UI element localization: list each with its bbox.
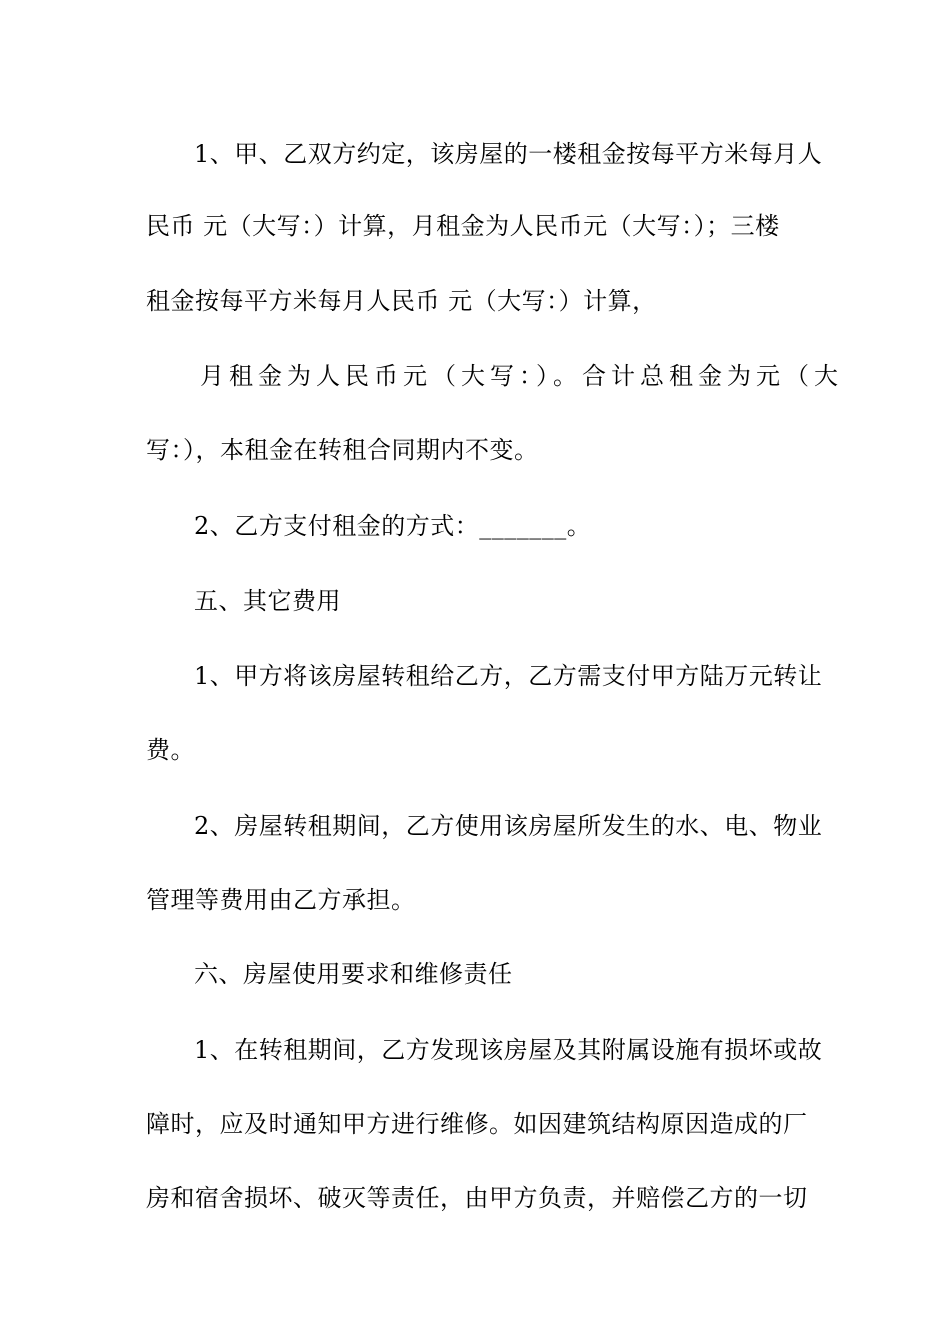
paragraph-line: 管理等费用由乙方承担。 [146,886,416,914]
paragraph-line: 2、乙方支付租金的方式：_______。 [194,512,592,540]
paragraph-line: 1、在转租期间，乙方发现该房屋及其附属设施有损坏或故 [194,1036,823,1064]
section-heading: 五、其它费用 [194,587,341,615]
section-heading: 六、房屋使用要求和维修责任 [194,960,513,988]
paragraph-line: 1、甲方将该房屋转租给乙方，乙方需支付甲方陆万元转让 [194,662,823,690]
paragraph-line: 写：），本租金在转租合同期内不变。 [146,436,539,464]
paragraph-line: 1、甲、乙双方约定，该房屋的一楼租金按每平方米每月人 [194,140,823,168]
paragraph-line: 房和宿舍损坏、破灭等责任，由甲方负责，并赔偿乙方的一切 [146,1184,808,1212]
paragraph-line: 2、房屋转租期间，乙方使用该房屋所发生的水、电、物业 [194,812,823,840]
paragraph-line: 民币 元（大写：）计算，月租金为人民币元（大写：）；三楼 [146,212,780,240]
paragraph-line: 租金按每平方米每月人民币 元（大写：）计算， [146,287,657,315]
paragraph-line: 费。 [146,736,195,764]
paragraph-line: 月租金为人民币元（大写：）。合计总租金为元（大 [200,362,843,390]
paragraph-line: 障时，应及时通知甲方进行维修。如因建筑结构原因造成的厂 [146,1110,808,1138]
